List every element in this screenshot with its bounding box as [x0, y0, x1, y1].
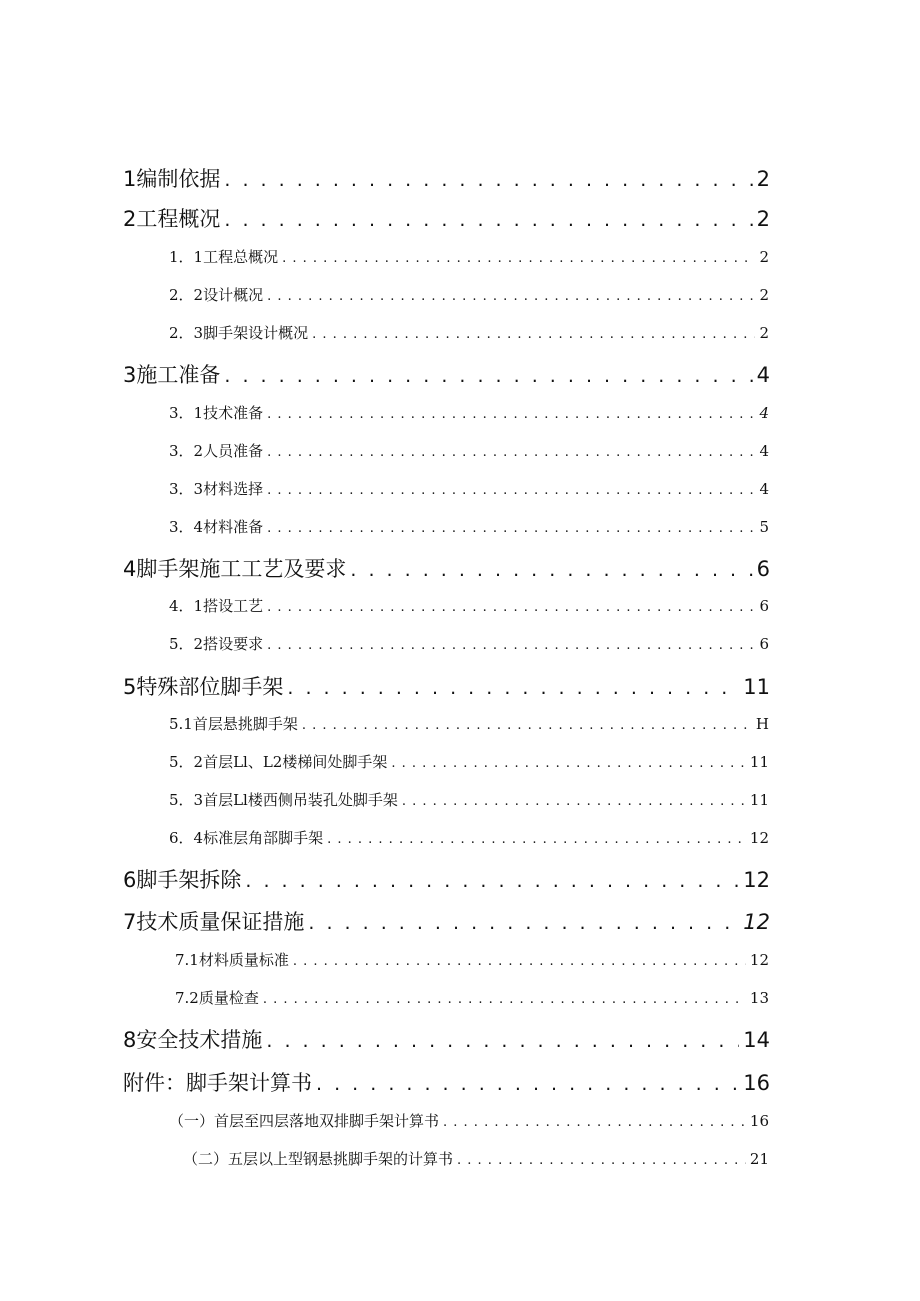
toc-entry-page: H	[755, 715, 769, 733]
toc-entry-label: 6脚手架拆除	[123, 868, 242, 892]
toc-entry-page: 21	[749, 1150, 769, 1168]
toc-entry-page: 4	[759, 480, 769, 498]
toc-entry[interactable]	[123, 553, 770, 583]
toc-entry-page: 2	[759, 286, 769, 304]
toc-entry-label: （一）首层至四层落地双排脚手架计算书	[169, 1112, 440, 1130]
toc-entry-label: 5特殊部位脚手架	[123, 675, 284, 699]
toc-entry-label: 5．2首层Ll、L2楼梯间处脚手架	[169, 753, 388, 771]
toc-entry-label: 7.1材料质量标准	[175, 951, 289, 969]
toc-leader-dots	[267, 600, 755, 615]
toc-entry-label: 3施工准备	[123, 363, 221, 387]
toc-leader-dots	[402, 794, 746, 809]
toc-entry-label: 7.2质量检查	[175, 989, 259, 1007]
toc-entry-label: 3．1技术准备	[169, 404, 264, 422]
toc-entry-page: 11	[743, 675, 770, 699]
toc-entry-label: 附件：脚手架计算书	[123, 1071, 312, 1095]
toc-entry-page: 6	[759, 635, 769, 653]
toc-entry-page: 5	[759, 518, 769, 536]
toc-entry[interactable]	[123, 1024, 770, 1054]
toc-entry-label: 2．3脚手架设计概况	[169, 324, 309, 342]
toc-entry[interactable]	[123, 163, 770, 193]
toc-entry-page: 13	[749, 989, 769, 1007]
toc-entry-label: 1．1工程总概况	[169, 248, 279, 266]
toc-leader-dots	[224, 209, 752, 231]
toc-leader-dots	[287, 677, 739, 699]
toc-entry[interactable]	[123, 359, 770, 389]
toc-entry-label: （二）五层以上型钢悬挑脚手架的计算书	[183, 1150, 454, 1168]
toc-entry-page: 6	[759, 597, 769, 615]
toc-entry-label: 7技术质量保证措施	[123, 910, 305, 934]
toc-entry[interactable]	[169, 440, 769, 461]
toc-entry[interactable]	[123, 1067, 770, 1097]
toc-entry-label: 4．1搭设工艺	[169, 597, 264, 615]
toc-entry-label: 5.1首层悬挑脚手架	[169, 715, 298, 733]
toc-entry-page: 11	[749, 791, 769, 809]
toc-entry-page: 12	[749, 829, 769, 847]
toc-leader-dots	[267, 521, 755, 536]
toc-entry-page: 12	[743, 868, 770, 892]
toc-entry[interactable]	[169, 246, 769, 267]
toc-entry-page: 6	[756, 557, 770, 581]
toc-entry[interactable]	[123, 671, 770, 701]
toc-leader-dots	[293, 954, 746, 969]
toc-entry[interactable]	[123, 203, 770, 233]
toc-entry-label: 4脚手架施工工艺及要求	[123, 557, 347, 581]
toc-entry-page: 11	[749, 753, 769, 771]
toc-leader-dots	[267, 289, 755, 304]
toc-entry-label: 2．2设计概况	[169, 286, 264, 304]
toc-entry[interactable]	[169, 1110, 769, 1131]
toc-leader-dots	[245, 870, 739, 892]
toc-leader-dots	[391, 756, 746, 771]
toc-entry[interactable]	[169, 478, 769, 499]
toc-entry-label: 3．4材料准备	[169, 518, 264, 536]
toc-leader-dots	[224, 365, 752, 387]
toc-leader-dots	[266, 1030, 739, 1052]
toc-entry-page: 2	[759, 248, 769, 266]
toc-leader-dots	[263, 992, 746, 1007]
toc-leader-dots	[267, 483, 755, 498]
toc-entry-label: 6．4标准层角部脚手架	[169, 829, 324, 847]
toc-entry[interactable]	[169, 713, 769, 734]
toc-entry-label: 3．3材料选择	[169, 480, 264, 498]
toc-entry[interactable]	[169, 633, 769, 654]
toc-entry-label: 3．2人员准备	[169, 442, 264, 460]
toc-entry[interactable]	[169, 284, 769, 305]
toc-entry[interactable]	[169, 789, 769, 810]
toc-entry-page: 12	[743, 910, 770, 934]
toc-leader-dots	[457, 1153, 746, 1168]
toc-entry[interactable]	[169, 402, 769, 423]
toc-entry-label: 1编制依据	[123, 167, 221, 191]
toc-entry-page: 2	[756, 167, 770, 191]
toc-entry[interactable]	[169, 516, 769, 537]
toc-leader-dots	[327, 832, 746, 847]
toc-entry-label: 8安全技术措施	[123, 1028, 263, 1052]
toc-entry[interactable]	[169, 827, 769, 848]
toc-leader-dots	[308, 912, 739, 934]
toc-entry-page: 14	[743, 1028, 770, 1052]
toc-entry[interactable]	[123, 906, 770, 936]
toc-leader-dots	[282, 251, 755, 266]
toc-entry[interactable]	[169, 595, 769, 616]
toc-entry[interactable]	[169, 751, 769, 772]
toc-entry[interactable]	[175, 987, 769, 1008]
toc-entry[interactable]	[169, 322, 769, 343]
toc-leader-dots	[267, 638, 755, 653]
toc-entry[interactable]	[175, 949, 769, 970]
toc-leader-dots	[316, 1073, 739, 1095]
toc-leader-dots	[312, 327, 755, 342]
toc-leader-dots	[224, 169, 752, 191]
toc-entry[interactable]	[123, 864, 770, 894]
toc-leader-dots	[267, 445, 755, 460]
toc-entry-page: 4	[756, 363, 770, 387]
toc-entry-page: 4	[759, 442, 769, 460]
toc-entry[interactable]	[183, 1148, 769, 1169]
toc-entry-page: 4	[759, 404, 769, 422]
toc-entry-label: 2工程概况	[123, 207, 221, 231]
toc-entry-page: 12	[749, 951, 769, 969]
toc-entry-label: 5．2搭设要求	[169, 635, 264, 653]
toc-entry-page: 2	[756, 207, 770, 231]
toc-leader-dots	[302, 718, 752, 733]
toc-leader-dots	[267, 407, 755, 422]
toc-leader-dots	[443, 1115, 746, 1130]
toc-entry-page: 16	[749, 1112, 769, 1130]
toc-leader-dots	[350, 559, 752, 581]
toc-entry-page: 2	[759, 324, 769, 342]
toc-entry-page: 16	[743, 1071, 770, 1095]
toc-entry-label: 5．3首层Ll楼西侧吊装孔处脚手架	[169, 791, 398, 809]
